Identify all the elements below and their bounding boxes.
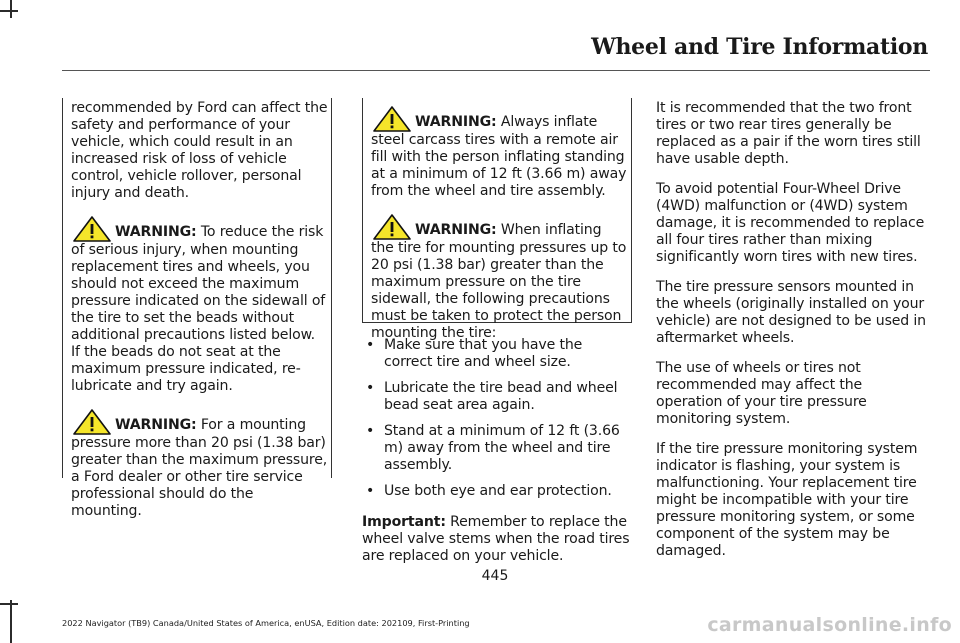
edition-footer: 2022 Navigator (TB9) Canada/United States of America, enUSA, Edition date: 202109, First-Printing (62, 618, 470, 628)
paragraph: The use of wheels or tires not recommended may affect the operation of your tire pressure monitoring system. (656, 360, 867, 427)
list-item: • Use both eye and ear protection. (362, 483, 632, 500)
column-3 (656, 100, 928, 573)
list-item: • Stand at a minimum of 12 ft (3.66 m) away from the wheel and tire assembly. (362, 423, 632, 474)
column-1 (62, 98, 332, 519)
warning-triangle-icon (73, 409, 111, 435)
list-item: • Lubricate the tire bead and wheel bead seat area again. (362, 380, 632, 414)
paragraph: The tire pressure sensors mounted in the wheels (originally installed on your vehicle) are not designed to be used in aftermarket wheels. (656, 279, 926, 346)
warning-3 (371, 106, 628, 200)
warning-text: When inflating the tire for mounting pressures up to 20 psi (1.38 bar) greater than the maximum pressure on the tire sidewall, the following precautions must be taken to protect the person mounting the tire: (371, 222, 627, 341)
warning-box (362, 98, 632, 341)
column-2 (362, 98, 632, 578)
warning-triangle-icon (73, 216, 111, 242)
title-divider (62, 70, 930, 71)
warning-1 (71, 216, 328, 395)
page-number: 445 (481, 568, 509, 584)
crop-mark-top-left (10, 0, 12, 18)
important-label: Important: (362, 514, 446, 530)
warning-4 (371, 214, 628, 342)
precautions-list (362, 337, 632, 500)
warning-2 (71, 409, 328, 520)
warning-box-continued (62, 98, 332, 519)
warning-label: WARNING: (415, 114, 497, 130)
warning-label: WARNING: (115, 224, 197, 240)
paragraph: To avoid potential Four-Wheel Drive (4WD) malfunction or (4WD) system damage, it is recommended to replace all four tires rather than mixing significantly worn tires with new tires. (656, 181, 925, 265)
crop-mark-top-left-h (0, 10, 18, 12)
warning-triangle-icon (373, 214, 411, 240)
warning-label: WARNING: (415, 222, 497, 238)
paragraph: If the tire pressure monitoring system indicator is flashing, your system is malfunctioning. Your replacement tire might be incompatible with your tire pressure monitoring system, or some component of the system may be damaged. (656, 441, 918, 559)
warning-triangle-icon (373, 106, 411, 132)
important-note (362, 514, 632, 565)
important-text: Remember to replace the wheel valve stems when the road tires are replaced on your vehicle. (362, 514, 630, 564)
warning-text: Always inflate steel carcass tires with a remote air fill with the person inflating standing at a minimum of 12 ft (3.66 m) away from the wheel and tire assembly. (371, 114, 627, 199)
warning-label: WARNING: (115, 417, 197, 433)
warning-text: To reduce the risk of serious injury, when mounting replacement tires and wheels, you should not exceed the maximum pressure indicated on the sidewall of the tire to set the beads without additional precautions listed below. If the beads do not seat at the maximum pressure indicated, re-lubricate and try again. (71, 224, 326, 394)
paragraph: It is recommended that the two front tires or two rear tires generally be replaced as a pair if the worn tires still have usable depth. (656, 100, 921, 167)
page-title: Wheel and Tire Information (591, 34, 928, 60)
crop-mark-bottom-left-h (0, 603, 18, 605)
intro-text: recommended by Ford can affect the safety and performance of your vehicle, which could result in an increased risk of loss of vehicle control, vehicle rollover, personal injury and death. (71, 100, 328, 201)
crop-mark-bottom-left (10, 600, 12, 643)
warning-text: For a mounting pressure more than 20 psi (1.38 bar) greater than the maximum pressure, a Ford dealer or other tire service professional should do the mounting. (71, 417, 328, 519)
list-item: • Make sure that you have the correct tire and wheel size. (362, 337, 632, 371)
watermark: carmanualsonline.info (707, 614, 952, 636)
